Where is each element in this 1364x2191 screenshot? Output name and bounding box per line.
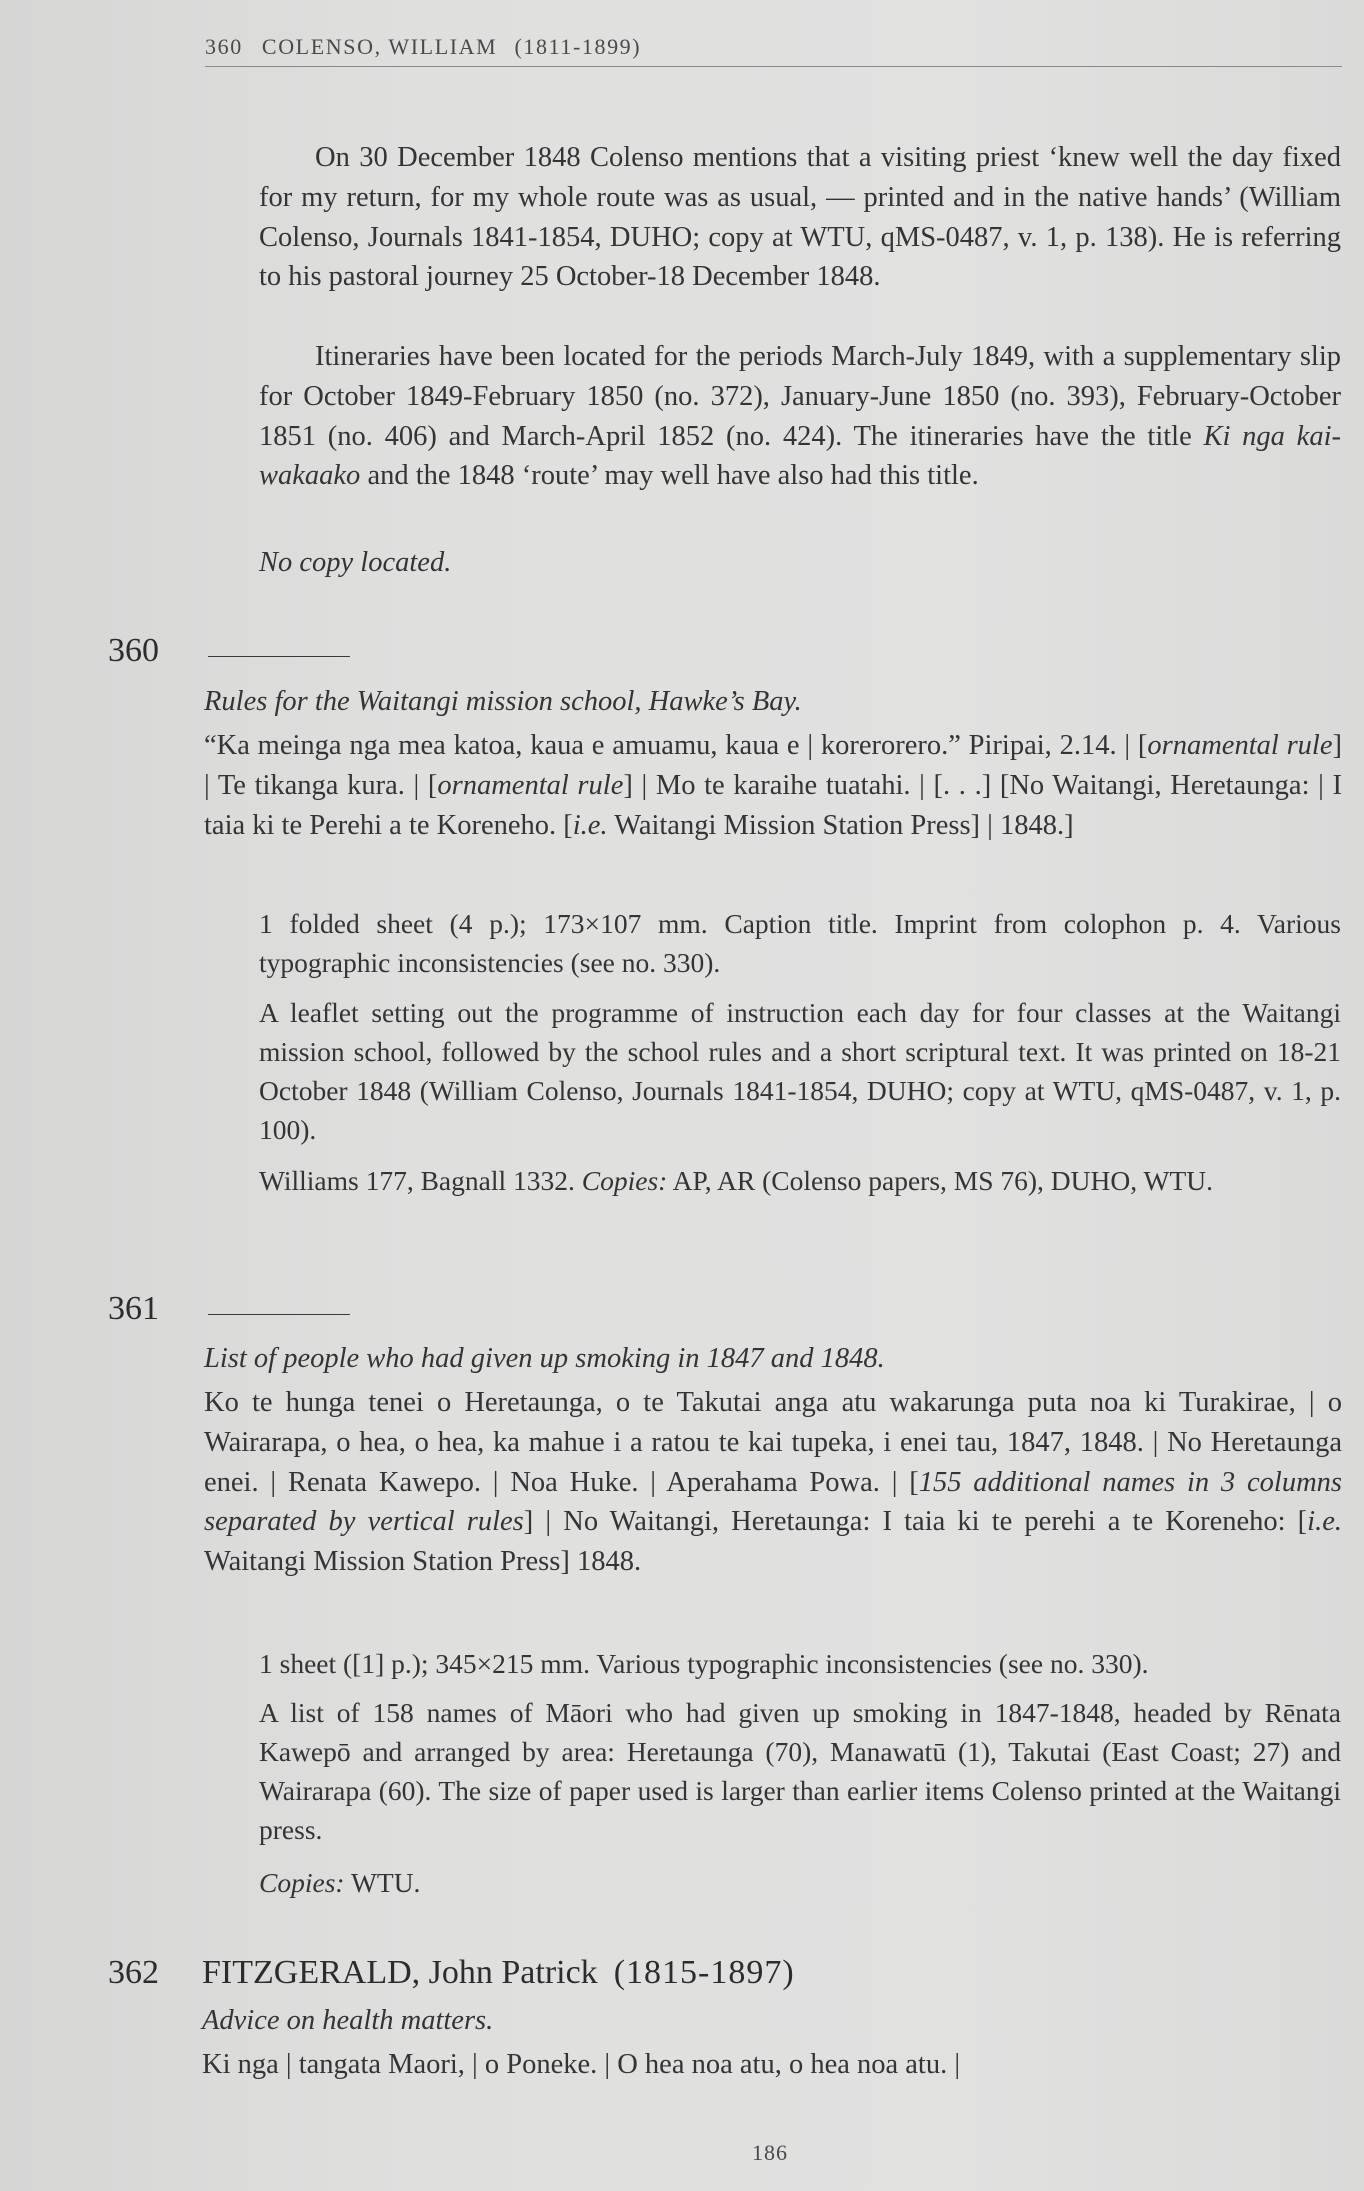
intro-paragraph-2: Itineraries have been located for the periods March-July 1849, with a supplementary slip for October 1849-February 1850 (no. 372), January-June 1850 (no. 393), February-October 1851 (no. 406) and March-April 1852 (no. 424). The itineraries have the title Ki nga kai-wakaako and the 1848 ‘route’ may well have also had this title. bbox=[259, 341, 1341, 492]
entry-author-362: FITZGERALD, John Patrick (1815-1897) bbox=[202, 1954, 795, 1991]
entry-description-361: A list of 158 names of Māori who had given up smoking in 1847-1848, headed by Rēnata Kawepō and arranged by area: Heretaunga (70), Manawatū (1), Takutai (East Coast; 27) and Wairarapa (60). The size of paper used is larger than earlier items Colenso printed at the Waitangi press. bbox=[259, 1697, 1341, 1845]
entry-copies-361: Copies: WTU. bbox=[259, 1867, 421, 1898]
entry-title-361: List of people who had given up smoking in 1847 and 1848. bbox=[204, 1343, 885, 1374]
intro-paragraph-1: On 30 December 1848 Colenso mentions that a visiting priest ‘knew well the day fixed for my return, for my whole route was as usual, — printed and in the native hands’ (William Colenso, Journals 1841-1854, DUHO; copy at WTU, qMS-0487, v. 1, p. 138). He is referring to his pastoral journey 25 October-18 December 1848. bbox=[259, 142, 1341, 293]
no-copy-note: No copy located. bbox=[259, 547, 452, 578]
running-header bbox=[205, 34, 1342, 67]
itinerary-title: Ki nga kai-wakaako bbox=[259, 420, 1341, 492]
entry-physical-361: 1 sheet ([1] p.); 345×215 mm. Various typographic inconsistencies (see no. 330). bbox=[259, 1648, 1149, 1679]
entry-title-362: Advice on health matters. bbox=[202, 2005, 494, 2036]
entry-transcription-362: Ki nga | tangata Maori, | o Poneke. | O hea noa atu, o hea noa atu. | bbox=[202, 2049, 961, 2080]
entry-title-360: Rules for the Waitangi mission school, Hawke’s Bay. bbox=[204, 686, 802, 717]
entry-number-361: 361 bbox=[108, 1290, 159, 1327]
header-page-number: 360 bbox=[205, 34, 243, 59]
header-dates: (1811-1899) bbox=[514, 34, 642, 59]
entry-references-360: Williams 177, Bagnall 1332. Copies: AP, AR (Colenso papers, MS 76), DUHO, WTU. bbox=[259, 1165, 1213, 1196]
entry-description-360: A leaflet setting out the programme of instruction each day for four classes at the Waitangi mission school, followed by the school rules and a short scriptural text. It was printed on 18-21 October 1848 (William Colenso, Journals 1841-1854, DUHO; copy at WTU, qMS-0487, v. 1, p. 100). bbox=[259, 997, 1341, 1145]
header-author: COLENSO, WILLIAM bbox=[261, 34, 498, 59]
entry-physical-360: 1 folded sheet (4 p.); 173×107 mm. Caption title. Imprint from colophon p. 4. Various typographic inconsistencies (see no. 330). bbox=[259, 908, 1341, 978]
entry-rule-360 bbox=[208, 656, 350, 657]
folio-number: 186 bbox=[752, 2140, 788, 2165]
entry-number-360: 360 bbox=[108, 632, 159, 669]
entry-rule-361 bbox=[208, 1314, 350, 1315]
entry-transcription-361: Ko te hunga tenei o Heretaunga, o te Takutai anga atu wakarunga puta noa ki Turakirae, | o Wairarapa, o hea, o hea, ka mahue i a ratou te kai tupeka, i enei tau, 1847, 1848. | No Heretaunga enei. | Renata Kawepo. | Noa Huke. | Aperahama Powa. | [155 additional names in 3 columns separated by vertical rules] | No Waitangi, Heretaunga: I taia ki te perehi a te Koreneho: [i.e. Waitangi Mission Station Press] 1848. bbox=[204, 1387, 1342, 1578]
entry-number-362: 362 bbox=[108, 1954, 159, 1991]
entry-transcription-360: “Ka meinga nga mea katoa, kaua e amuamu, kaua e | korerorero.” Piripai, 2.14. | [ornamental rule] | Te tikanga kura. | [ornamental rule] | Mo te karaihe tuatahi. | [. . .] [No Waitangi, Heretaunga: | I taia ki te Perehi a te Koreneho. [i.e. Waitangi Mission Station Press] | 1848.] bbox=[204, 730, 1343, 841]
